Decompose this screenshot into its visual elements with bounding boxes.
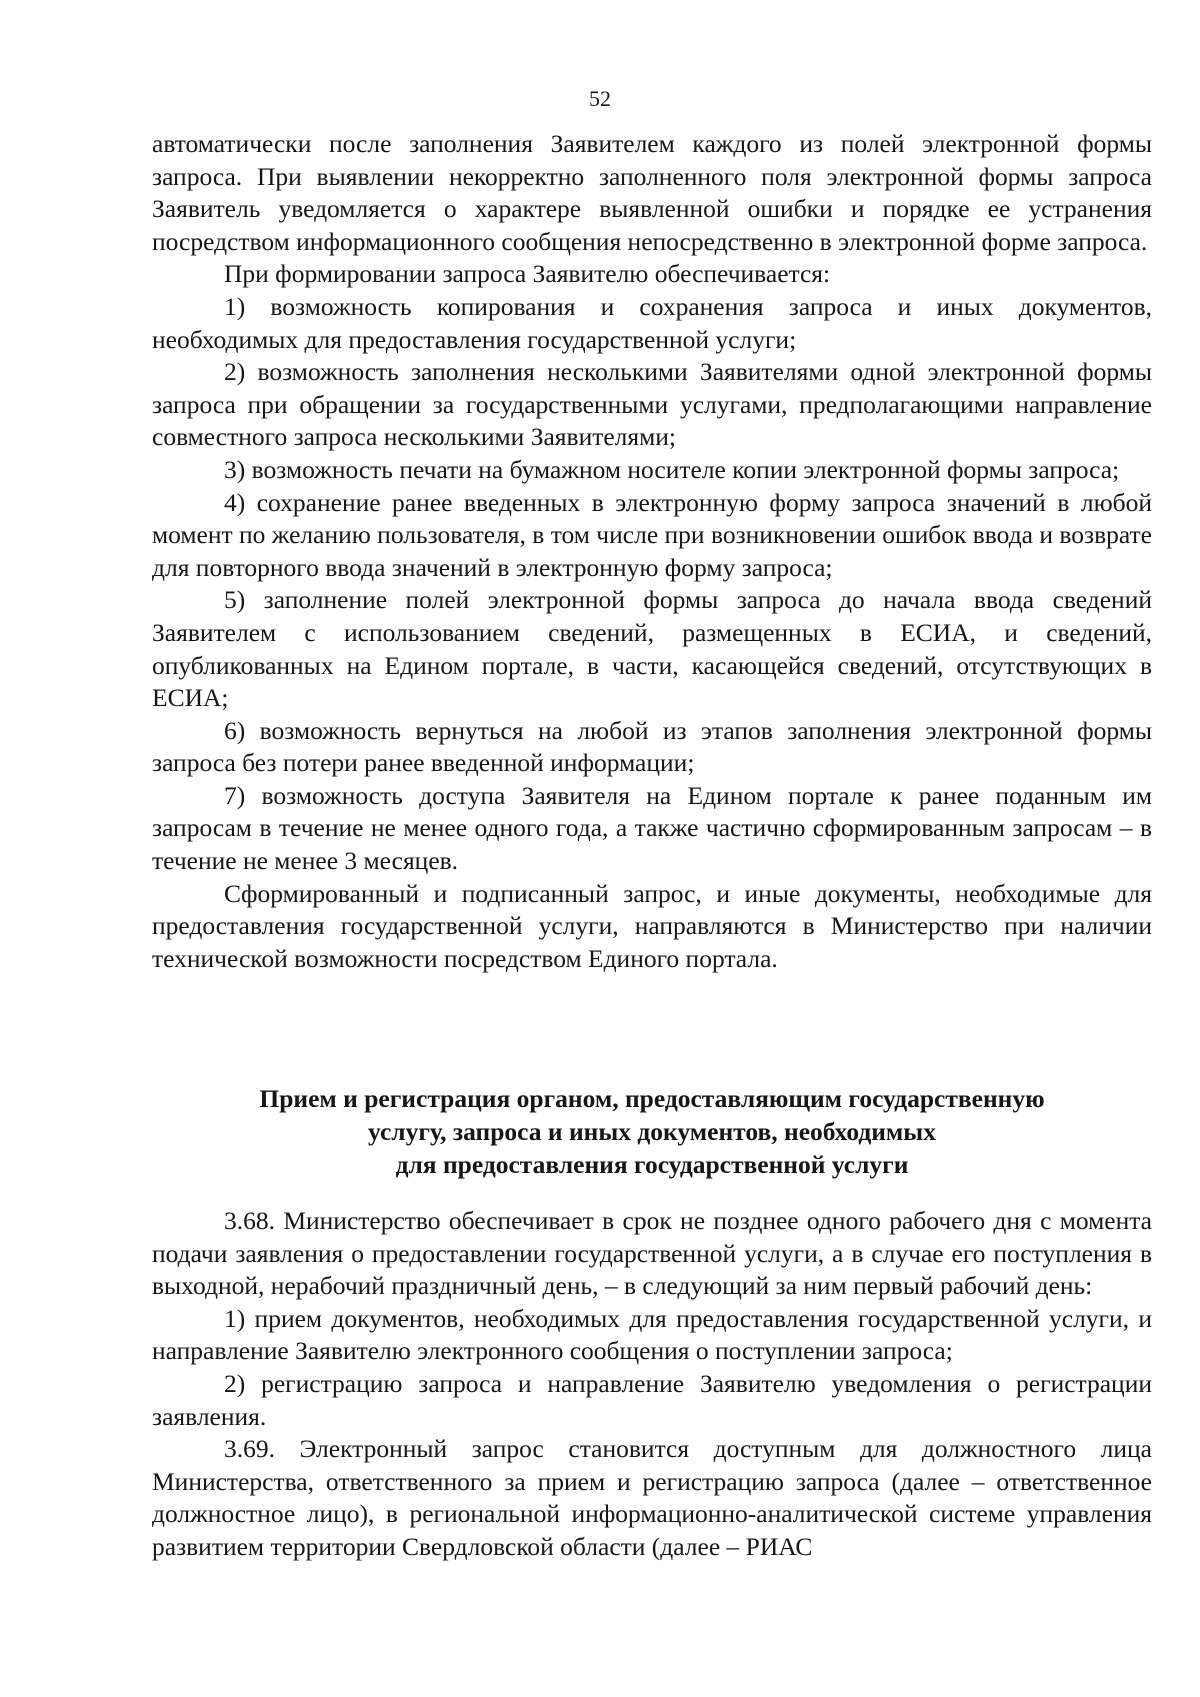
list-item-3: 3) возможность печати на бумажном носителе копии электронной формы запроса; bbox=[224, 454, 1120, 484]
list-item-7: 7) возможность доступа Заявителя на Едином портале к ранее поданным им запросам в течение не менее одного года, а также частично сформированным запросам – в течение не менее 3 месяцев. bbox=[152, 780, 1152, 876]
section-heading bbox=[152, 1082, 1152, 1181]
paragraph-continuation: автоматически после заполнения Заявителем каждого из полей электронной формы запроса. При выявлении некорректно заполненного поля электронной формы запроса Заявитель уведомляется о характере выявленной ошибки и порядке ее устранения посредством информационного сообщения непосредственно в электронной форме запроса. bbox=[152, 129, 1152, 256]
list-item-2: 2) возможность заполнения несколькими Заявителями одной электронной формы запроса при обращении за государственными услугами, предполагающими направление совместного запроса несколькими Заявителями; bbox=[152, 357, 1152, 452]
heading-line-2: услугу, запроса и иных документов, необходимых bbox=[368, 1117, 936, 1146]
list-item-4: 4) сохранение ранее введенных в электронную форму запроса значений в любой момент по желанию пользователя, в том числе при возникновении ошибок ввода и возврате для повторного ввода значений в электронную форму запроса; bbox=[152, 487, 1152, 582]
list-item-6: 6) возможность вернуться на любой из этапов заполнения электронной формы запроса без потери ранее введенной информации; bbox=[152, 715, 1152, 778]
heading-line-3: для предоставления государственной услуги bbox=[395, 1150, 909, 1179]
body-text-top bbox=[152, 128, 1152, 975]
list-item-reception: 1) прием документов, необходимых для предоставления государственной услуги, и направление Заявителю электронного сообщения о поступлении запроса; bbox=[152, 1303, 1152, 1366]
heading-line-1: Прием и регистрация органом, предоставляющим государственную bbox=[259, 1084, 1045, 1113]
paragraph-submission: Сформированный и подписанный запрос, и иные документы, необходимые для предоставления государственной услуги, направляются в Министерство при наличии технической возможности посредством Единого портала. bbox=[152, 878, 1152, 973]
page-number: 52 bbox=[589, 86, 611, 111]
paragraph-3-68: 3.68. Министерство обеспечивает в срок не позднее одного рабочего дня с момента подачи заявления о предоставлении государственной услуги, а в случае его поступления в выходной, нерабочий праздничный день, – в следующий за ним первый рабочий день: bbox=[152, 1206, 1152, 1301]
list-item-registration: 2) регистрацию запроса и направление Заявителю уведомления о регистрации заявления. bbox=[152, 1368, 1152, 1431]
paragraph-intro: При формировании запроса Заявителю обеспечивается: bbox=[224, 259, 831, 289]
list-item-1: 1) возможность копирования и сохранения запроса и иных документов, необходимых для предоставления государственной услуги; bbox=[152, 291, 1152, 354]
body-text-bottom bbox=[152, 1205, 1152, 1564]
list-item-5: 5) заполнение полей электронной формы запроса до начала ввода сведений Заявителем с использованием сведений, размещенных в ЕСИА, и сведений, опубликованных на Едином портале, в части, касающейся сведений, отсутствующих в ЕСИА; bbox=[152, 585, 1152, 713]
paragraph-3-69: 3.69. Электронный запрос становится доступным для должностного лица Министерства, ответственного за прием и регистрацию запроса (далее – ответственное должностное лицо), в региональной информационно-аналитической системе управления развитием территории Свердловской области (далее – РИАС bbox=[152, 1434, 1152, 1561]
